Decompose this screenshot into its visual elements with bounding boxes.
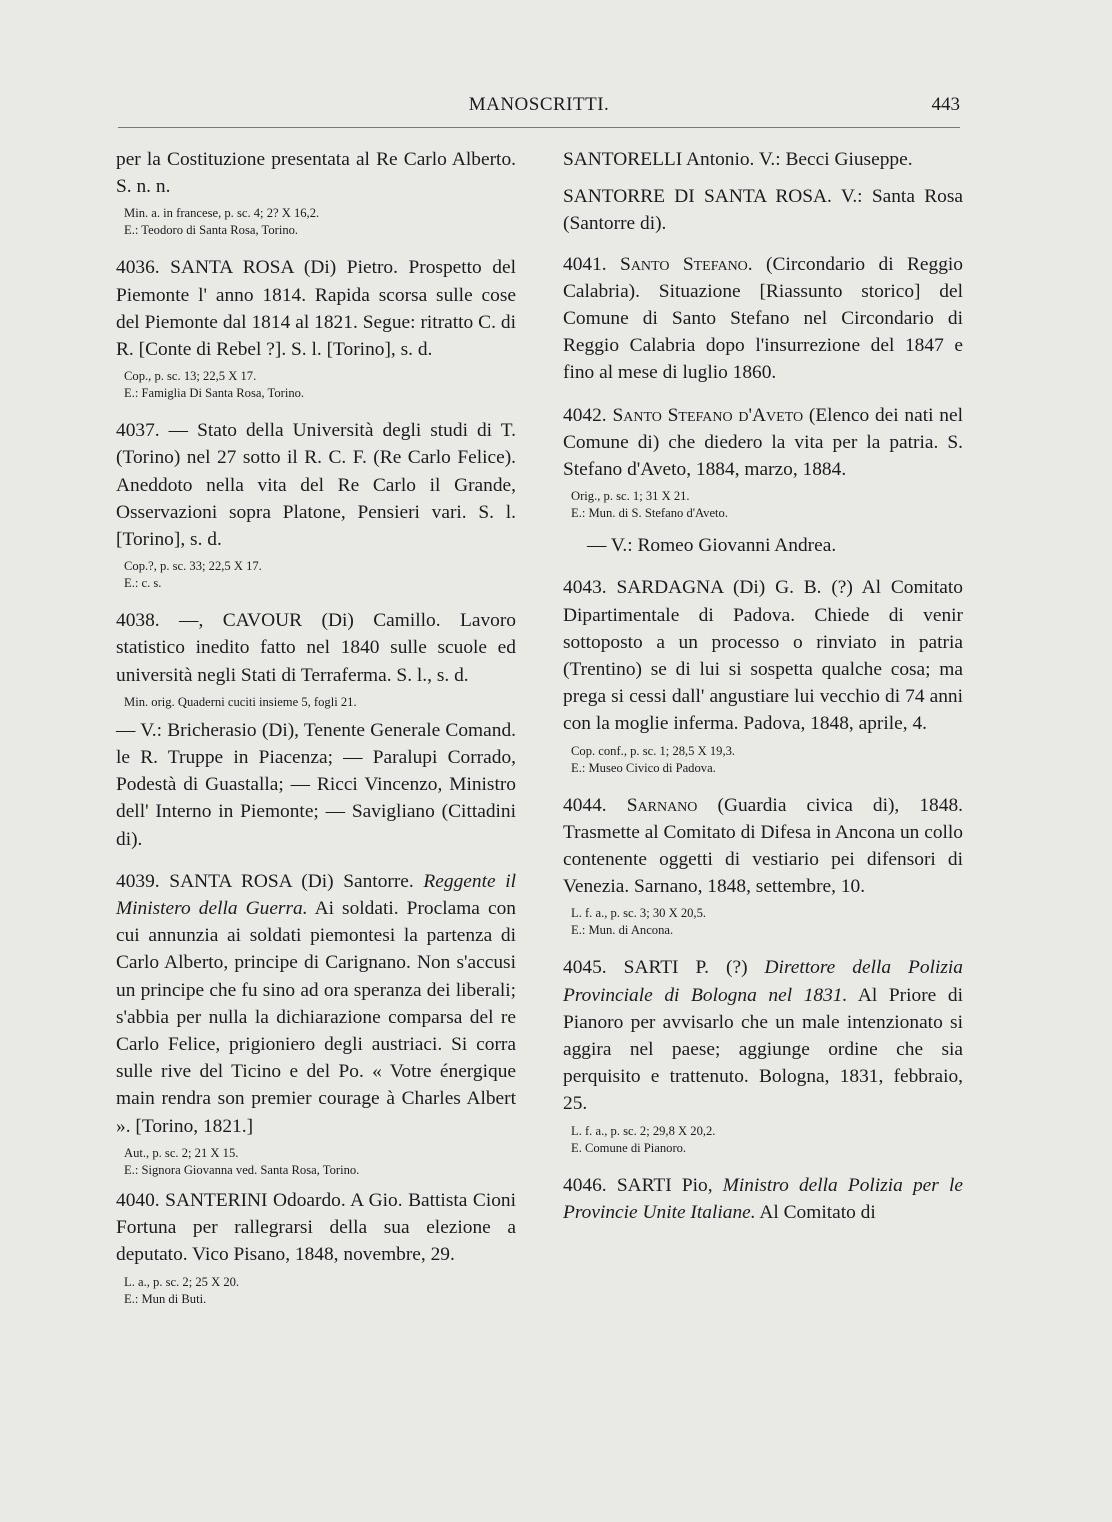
entry-body: Ai soldati. Proclama con cui annunzia ai soldati piemontesi la partenza di Carlo Alberto, principe di Carignano. Non s'accusi un principe che fu sino ad ora speranza dei liberali; s'abbia per nulla la dichiarazione comparsa del re Carlo Felice, prigioniero degli austriaci. Si corra sulle rive del Ticino e del Po. « Votre énergique main rendra son premier courage à Charles Albert ». [Torino, 1821.]: [116, 898, 516, 1137]
entry-note: L. a., p. sc. 2; 25 X 20.: [124, 1274, 240, 1289]
cross-reference: SANTORELLI Antonio. V.: Becci Giuseppe.: [563, 149, 913, 170]
entry-role: Reggente il Ministero della Guerra.: [116, 870, 516, 920]
entry-note: Cop.?, p. sc. 33; 22,5 X 17.: [124, 559, 262, 574]
entry-name: Santo Stefano d'Aveto: [612, 404, 804, 426]
entry-4037: 4037. — Stato della Università degli studi di T. (Torino) nel 27 sotto il R. C. F. (Re Carlo Felice). Aneddoto nella vita del Re Carlo il Grande, Osservazioni sopra Platone, Pensieri vari. S. l. [Torino], s. d.: [116, 420, 516, 551]
entry-note: E. Comune di Pianoro.: [571, 1140, 687, 1155]
entry-4041: [563, 251, 963, 387]
entry-role: Ministro della Polizia per le Provincie Unite Italiane.: [563, 1174, 963, 1223]
entry-note: Cop. conf., p. sc. 1; 28,5 X 19,3.: [571, 743, 736, 758]
entry-note: Min. a. in francese, p. sc. 4; 2? X 16,2.: [124, 206, 320, 221]
entry-text: per la Costituzione presentata al Re Carlo Alberto. S. n. n.: [116, 149, 516, 198]
entry-body: (Circondario di Reggio Calabria). Situazione [Riassunto storico] del Comune di Santo Stefano nel Circondario di Reggio Calabria dopo l'insurrezione del 1847 e fino al mese di luglio 1860.: [563, 253, 963, 384]
entry-body: (Guardia civica di), 1848. Trasmette al Comitato di Difesa in Ancona un collo contenente oggetti di vestiario pei difensori di Venezia. Sarnano, 1848, settembre, 10.: [563, 794, 963, 898]
entry-number: 4044.: [563, 794, 607, 816]
cross-reference: — V.: Romeo Giovanni Andrea.: [587, 535, 837, 557]
entry-role: Direttore della Polizia Provinciale di Bologna nel 1831.: [563, 957, 963, 1006]
entry-body: Al Priore di Pianoro per avvisarlo che un male intenzionato si aggira nel paese; aggiunge ordine che sia perquisito e trattenuto. Bologna, 1831, febbraio, 25.: [563, 984, 963, 1115]
header-rule: [118, 127, 960, 128]
entry-number: 4042.: [563, 404, 607, 426]
entry-note: E.: Mun. di S. Stefano d'Aveto.: [571, 506, 728, 521]
running-head: [118, 94, 960, 122]
entry-number: 4041.: [563, 253, 607, 275]
entry-name: SARTI Pio,: [616, 1174, 713, 1196]
entry-number: 4045.: [563, 957, 607, 979]
entry-note: Min. orig. Quaderni cuciti insieme 5, fogli 21.: [124, 694, 357, 709]
right-column: [563, 146, 963, 1226]
entry-name: Santo Stefano.: [620, 253, 753, 275]
entry-note: E.: Famiglia Di Santa Rosa, Torino.: [124, 386, 305, 401]
cross-reference: — V.: Bricherasio (Di), Tenente Generale Comand. le R. Truppe in Piacenza; — Paralupi Corrado, Podestà di Guastalla; — Ricci Vincenzo, Ministro dell' Interno in Piemonte; — Savigliano (Cittadini di).: [116, 719, 516, 850]
entry-name: Sarnano: [626, 794, 698, 816]
cross-reference: SANTORRE DI SANTA ROSA. V.: Santa Rosa (Santorre di).: [563, 186, 963, 235]
entry-4043: 4043. SARDAGNA (Di) G. B. (?) Al Comitato Dipartimentale di Padova. Chiede di venir sottoposto a un processo o rinviato in patria (Trentino) se di lui si sospetta qualche cosa; ma prega si cessi dall' angustiare lui vecchio di 74 anni con la moglie inferma. Padova, 1848, aprile, 4.: [563, 577, 963, 735]
entry-note: L. f. a., p. sc. 3; 30 X 20,5.: [571, 906, 707, 921]
entry-4039: [116, 868, 516, 1140]
entry-note: Aut., p. sc. 2; 21 X 15.: [124, 1145, 239, 1160]
entry-note: E.: Teodoro di Santa Rosa, Torino.: [124, 223, 299, 238]
entry-4036: 4036. SANTA ROSA (Di) Pietro. Prospetto del Piemonte l' anno 1814. Rapida scorsa sulle cose del Piemonte dal 1814 al 1821. Segue: ritratto C. di R. [Conte di Rebel ?]. S. l. [Torino], s. d.: [116, 257, 516, 361]
entry-4045: [563, 954, 963, 1117]
entry-4038: 4038. —, CAVOUR (Di) Camillo. Lavoro statistico inedito fatto nel 1840 sulle scuole ed università negli Stati di Terraferma. S. l., s. d.: [116, 610, 516, 686]
entry-name: SARTI P. (?): [623, 957, 748, 979]
entry-note: E.: Museo Civico di Padova.: [571, 760, 716, 775]
entry-name: SANTA ROSA (Di) Santorre.: [169, 870, 414, 892]
entry-note: E.: Mun. di Ancona.: [571, 923, 674, 938]
entry-body: (Elenco dei nati nel Comune di) che diedero la vita per la patria. S. Stefano d'Aveto, 1884, marzo, 1884.: [563, 404, 963, 481]
entry-note: Cop., p. sc. 13; 22,5 X 17.: [124, 369, 257, 384]
entry-4046: [563, 1172, 963, 1226]
entry-4042: [563, 402, 963, 484]
entry-number: 4039.: [116, 870, 160, 892]
entry-4044: [563, 792, 963, 901]
entry-note: E.: c. s.: [124, 576, 162, 591]
entry-note: E.: Signora Giovanna ved. Santa Rosa, Torino.: [124, 1162, 360, 1177]
entry-number: 4046.: [563, 1174, 607, 1196]
entry-note: L. f. a., p. sc. 2; 29,8 X 20,2.: [571, 1123, 716, 1138]
entry-4040: 4040. SANTERINI Odoardo. A Gio. Battista Cioni Fortuna per rallegrarsi della sua elezione a deputato. Vico Pisano, 1848, novembre, 29.: [116, 1189, 516, 1266]
entry-note: Orig., p. sc. 1; 31 X 21.: [571, 489, 690, 504]
running-title: MANOSCRITTI.: [468, 94, 610, 115]
entry-body: Al Comitato di: [759, 1201, 876, 1223]
entry-note: E.: Mun di Buti.: [124, 1291, 207, 1306]
left-column: [116, 146, 516, 1308]
page-number: 443: [931, 94, 960, 115]
